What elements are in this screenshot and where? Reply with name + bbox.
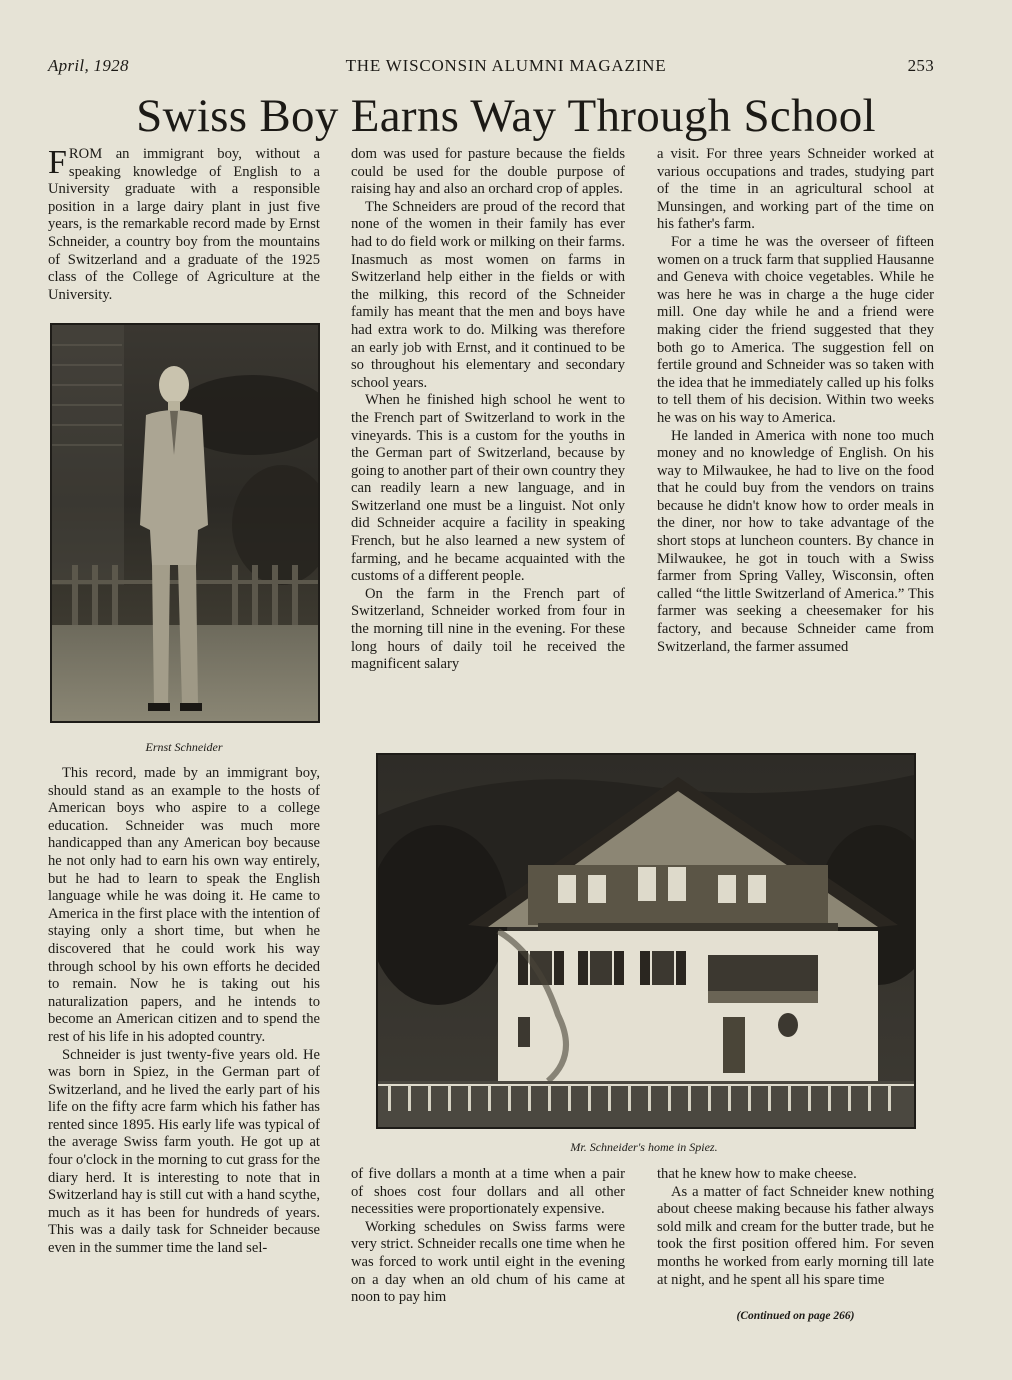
portrait-image xyxy=(52,325,318,721)
paragraph: For a time he was the overseer of fifteen women on a truck farm that supplied Hausanne and Geneva with choice vegetables. While he was here he was in charge a the huge cider mill. One day while he and a friend were making cider the friend suggested that they both go to America. The suggestion fell on fertile ground and Schneider was so taken with the idea that he immediately called up his folks to tell them of his decision. Within two weeks he was on his way to America. xyxy=(657,233,934,426)
column-1-intro xyxy=(48,146,320,304)
paragraph: The Schneiders are proud of the record that none of the women in their family has ever had to do field work or milking on their farms. Inasmuch as most women on farms in Switzerland help either in the fields or with the milking, this record of the Schneider family has meant that the men and boys have had extra work to do. Milking was therefore an early job with Ernst, and it continued to be so throughout his elementary and secondary school years. xyxy=(351,198,625,391)
portrait-caption: Ernst Schneider xyxy=(145,740,223,754)
column-3-lower xyxy=(657,1166,934,1289)
paragraph: He landed in America with none too much money and no knowledge of English. On his way to Milwaukee, he had to live on the food that he could buy from the vendors on trains because he didn't know how to order meals in the diner, nor how to take advantage of the short stops at luncheon counters. By chance in Milwaukee, he got in touch with a Swiss farmer from Spring Valley, Wisconsin, often called “the little Switzerland of America.” This farmer was seeking a cheesemaker for his factory, and because Schneider came from Switzerland, the farmer assumed xyxy=(657,427,934,655)
issue-date: April, 1928 xyxy=(48,56,129,75)
paragraph: Schneider is just twenty-five years old. He was born in Spiez, in the German part of Switzerland, and he lived the early part of his life on the fifty acre farm which his father has rented since 1895. His early life was typical of the average Swiss farm youth. He got up at four o'clock in the morning to cut grass for the diary herd. It is interesting to note that in Switzerland hay is still cut with a hand scythe, much as it has been for hundreds of years. This was a daily task for Schneider because even in the summer time the land sel- xyxy=(48,1046,320,1257)
house-photo-caption: Mr. Schneider's home in Spiez. xyxy=(570,1140,718,1154)
portrait-photo xyxy=(50,323,320,723)
paragraph: As a matter of fact Schneider knew nothing about cheese making because his father always sold milk and cream for the butter trade, but he took the first position offered him. For seven months he worked from early morning till late at night, and he spent all his spare time xyxy=(657,1183,934,1288)
paragraph: This record, made by an immigrant boy, should stand as an example to the hosts of American boys who aspire to a college education. Schneider was much more handicapped than any American boy because he not only had to earn his own way entirely, but he had to learn to speak the English language while he was doing it. He came to America in the first place with the intention of staying only a short time, but when he discovered that he could work his way through school by his own efforts he decided to remain. Now he is taking out his naturalization papers, and he intends to become an American citizen and to spend the rest of his life in his adopted country. xyxy=(48,765,320,1045)
column-2-lower xyxy=(351,1166,625,1307)
paragraph: On the farm in the French part of Switzerland, Schneider worked from four in the morning till nine in the evening. For these long hours of daily toil he received the magnificent salary xyxy=(351,585,625,673)
drop-cap: F xyxy=(48,144,67,181)
column-2-upper xyxy=(351,146,625,674)
column-1-lower xyxy=(48,765,320,1258)
article-title: Swiss Boy Earns Way Through School xyxy=(136,90,876,142)
intro-paragraph xyxy=(48,146,320,304)
paragraph: dom was used for pasture because the fields could be used for the double purpose of raising hay and also an orchard crop of apples. xyxy=(351,146,625,198)
magazine-name: THE WISCONSIN ALUMNI MAGAZINE xyxy=(345,56,667,75)
paragraph: Working schedules on Swiss farms were very strict. Schneider recalls one time when he was forced to work until eight in the evening on a day when an old chum of his came at noon to pay him xyxy=(351,1218,625,1306)
house-photo xyxy=(376,753,916,1129)
paragraph: When he finished high school he went to the French part of Switzerland to work in the vineyards. This is a custom for the youths in the German part of Switzerland, because by going to another part of their own country they can readily learn a new language, and in Switzerland one must be a linguist. Not only did Schneider acquire a facility in speaking French, but he also learned a new system of farming, and he became acquainted with the customs of a different people. xyxy=(351,392,625,585)
column-3-upper xyxy=(657,146,934,656)
house-image xyxy=(378,755,914,1127)
paragraph: a visit. For three years Schneider worked at various occupations and trades, studying part of the time in an agricultural school at Munsingen, and working part of the time on his father's farm. xyxy=(657,146,934,233)
continued-notice: (Continued on page 266) xyxy=(736,1310,855,1322)
paragraph: that he knew how to make cheese. xyxy=(657,1166,857,1182)
paragraph: of five dollars a month at a time when a pair of shoes cost four dollars and all other necessities were proportionately expensive. xyxy=(351,1166,625,1218)
page-number: 253 xyxy=(907,56,934,75)
intro-text: ROM an immigrant boy, without a speaking knowledge of English to a University graduate with a responsible position in a large dairy plant in just five years, is the remarkable record made by Ernst Schneider, a country boy from the mountains of Switzerland and a graduate of the 1925 class of the College of Agriculture at the University. xyxy=(48,146,320,303)
